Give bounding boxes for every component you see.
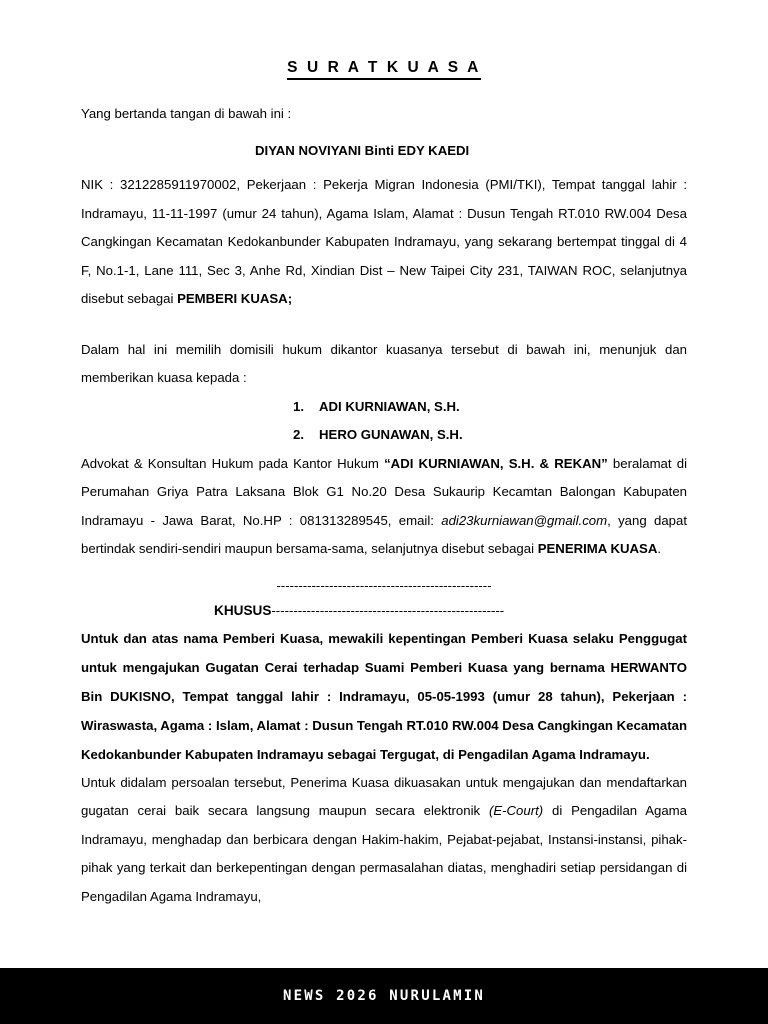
khusus-label: KHUSUS bbox=[214, 602, 272, 618]
separator-top bbox=[81, 574, 687, 598]
list-item bbox=[293, 393, 687, 422]
attorney-name: HERO GUNAWAN, S.H. bbox=[319, 427, 463, 442]
grantor-name: DIYAN NOVIYANI Binti EDY KAEDI bbox=[255, 142, 470, 158]
separator-dashes: ------------------------------------------------- bbox=[276, 577, 492, 593]
spacer bbox=[81, 564, 687, 574]
footer-bar bbox=[0, 968, 768, 1024]
grantee-role: PENERIMA KUASA bbox=[537, 541, 658, 556]
grantor-role: PEMBERI KUASA; bbox=[177, 291, 293, 306]
firm-paragraph-post: , yang dapat bertindak sendiri-sendiri maupun bersama-sama, selanjutnya disebut sebagai bbox=[81, 512, 687, 556]
list-item bbox=[293, 421, 687, 450]
firm-paragraph-end: . bbox=[657, 541, 662, 556]
firm-email: adi23kurniawan@gmail.com bbox=[441, 512, 608, 528]
page-title bbox=[81, 0, 687, 78]
firm-paragraph-pre: Advokat & Konsultan Hukum pada Kantor Hukum bbox=[81, 455, 385, 471]
firm-paragraph bbox=[81, 450, 687, 564]
spacer bbox=[81, 129, 687, 137]
attorney-number: 1. bbox=[293, 398, 304, 414]
khusus-heading bbox=[81, 598, 687, 624]
spacer bbox=[81, 314, 687, 336]
attorney-list bbox=[81, 393, 687, 450]
footer-watermark-text: NEWS 2026 NURULAMIN bbox=[283, 988, 485, 1004]
closing-paragraph-post: di Pengadilan Agama Indramayu, menghadap dan berbicara dengan Hakim-hakim, Pejabat-pejabat, Instansi-instansi, pihak-pihak yang terkait dan berkepentingan dengan permasalahan diatas, menghadiri setiap persidangan di Pengadilan Agama Indramayu, bbox=[81, 803, 688, 904]
grantor-details-text: NIK : 3212285911970002, Pekerjaan : Pekerja Migran Indonesia (PMI/TKI), Tempat tanggal lahir : Indramayu, 11-11-1997 (umur 24 tahun), Agama Islam, Alamat : Dusun Tengah RT.010 RW.004 Desa Cangkingan Kecamatan Kedokanbunder Kabupaten Indramayu, yang sekarang bertempat tinggal di 4 F, No.1-1, Lane 111, Sec 3, Anhe Rd, Xindian Dist – New Taipei City 231, TAIWAN ROC, selanjutnya disebut sebagai bbox=[81, 177, 687, 306]
ecourt-term: (E-Court) bbox=[488, 803, 544, 818]
khusus-body: Untuk dan atas nama Pemberi Kuasa, mewakili kepentingan Pemberi Kuasa selaku Penggugat untuk mengajukan Gugatan Cerai terhadap Suami Pemberi Kuasa yang bernama HERWANTO Bin DUKISNO, Tempat tanggal lahir : Indramayu, 05-05-1993 (umur 28 tahun), Pekerjaan : Wiraswasta, Agama : Islam, Alamat : Dusun Tengah RT.010 RW.004 Desa Cangkingan Kecamatan Kedokanbunder Kabupaten Indramayu sebagai Tergugat, di Pengadilan Agama Indramayu. bbox=[81, 630, 687, 762]
delegation-paragraph: Dalam hal ini memilih domisili hukum dikantor kuasanya tersebut di bawah ini, menunjuk dan memberikan kuasa kepada : bbox=[81, 341, 687, 385]
spacer bbox=[81, 78, 687, 100]
khusus-dashes: ----------------------------------------------------- bbox=[271, 602, 505, 618]
page-title-text: S U R A T K U A S A bbox=[287, 59, 481, 80]
intro-line: Yang bertanda tangan di bawah ini : bbox=[81, 106, 292, 121]
grantor-details bbox=[81, 171, 687, 314]
firm-name: “ADI KURNIAWAN, S.H. & REKAN” bbox=[384, 455, 608, 471]
attorney-name: ADI KURNIAWAN, S.H. bbox=[319, 398, 460, 414]
closing-paragraph-pre: Untuk didalam persoalan tersebut, Penerima Kuasa dikuasakan untuk mengajukan dan mendaftarkan gugatan cerai baik secara langsung maupun secara elektronik bbox=[81, 774, 687, 818]
closing-paragraph bbox=[81, 769, 687, 912]
attorney-number: 2. bbox=[293, 427, 304, 442]
firm-paragraph-mid: beralamat di Perumahan Griya Patra Laksana Blok G1 No.20 Desa Sukaurip Kecamtan Balongan Kabupaten Indramayu - Jawa Barat, No.HP : 081313289545, email: bbox=[81, 455, 687, 528]
